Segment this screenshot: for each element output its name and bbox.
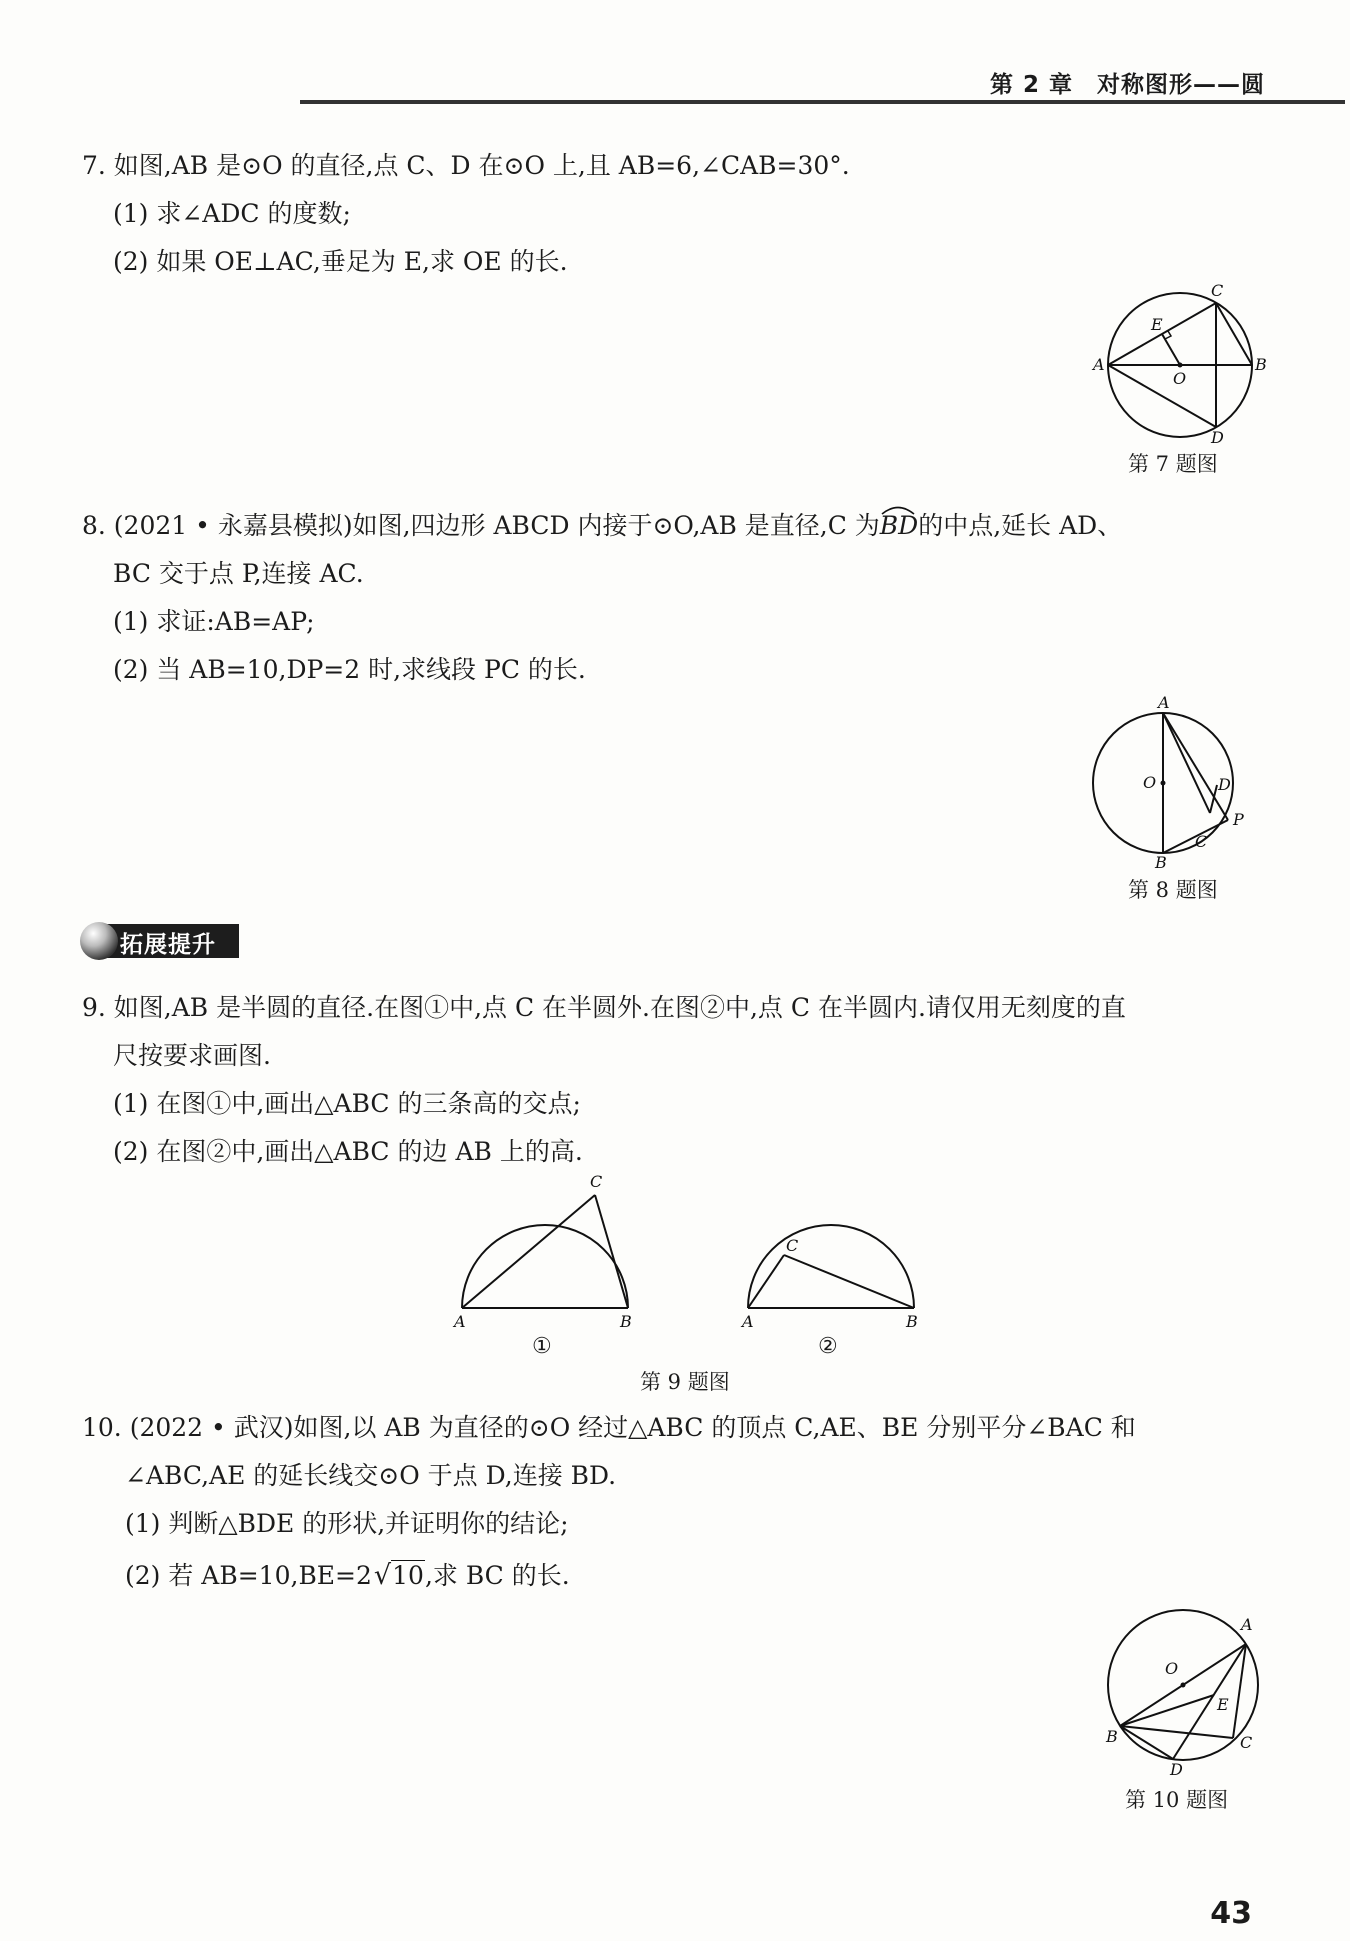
q10-part1: (1) 判断△BDE 的形状,并证明你的结论; [125, 1509, 569, 1538]
q9-stem-line1: 9. 如图,AB 是半圆的直径.在图①中,点 C 在半圆外.在图②中,点 C 在半圆内.请仅用无刻度的直 [82, 993, 1126, 1022]
q10-label-c: C [1240, 1733, 1253, 1752]
q7-stem: 7. 如图,AB 是⊙O 的直径,点 C、D 在⊙O 上,且 AB=6,∠CAB=30°. [82, 151, 850, 180]
q8-label-a: A [1158, 693, 1170, 712]
q10-stem-line1: 10. (2022 • 武汉)如图,以 AB 为直径的⊙O 经过△ABC 的顶点 C,AE、BE 分别平分∠BAC 和 [82, 1413, 1136, 1442]
q10-part2-a: (2) 若 AB=10,BE=2 [125, 1561, 372, 1590]
q7-label-e: E [1151, 315, 1163, 334]
q7-part2: (2) 如果 OE⊥AC,垂足为 E,求 OE 的长. [113, 247, 568, 276]
q9-fig1-segment-ac [462, 1195, 595, 1308]
q10-part2-b: ,求 BC 的长. [424, 1561, 570, 1590]
q10-part2 [125, 1556, 570, 1592]
q10-radical-sign: √ [373, 1560, 392, 1591]
section-banner [80, 922, 240, 960]
q10-stem-line2: ∠ABC,AE 的延长线交⊙O 于点 D,连接 BD. [125, 1461, 617, 1490]
q10-label-a: A [1241, 1615, 1253, 1634]
q8-label-o: O [1143, 773, 1157, 792]
q9-stem-line2: 尺按要求画图. [113, 1041, 271, 1070]
page-number: 43 [1210, 1896, 1252, 1931]
q10-radicand: 10 [392, 1561, 424, 1590]
q9-caption: 第 9 题图 [640, 1370, 730, 1394]
q8-segment-ac [1163, 713, 1210, 813]
q7-label-d: D [1211, 428, 1224, 447]
banner-label: 拓展提升 [120, 932, 216, 958]
q9-part2: (2) 在图②中,画出△ABC 的边 AB 上的高. [113, 1137, 583, 1166]
q8-label-d: D [1218, 775, 1231, 794]
q9-fig1-label: ① [532, 1334, 552, 1359]
q7-caption: 第 7 题图 [1128, 452, 1218, 476]
q10-segment-be [1120, 1695, 1214, 1726]
q8-center-dot [1161, 781, 1166, 786]
q7-segment-cb [1216, 303, 1252, 365]
q9-fig2-segment-cb [784, 1255, 914, 1308]
q8-part1: (1) 求证:AB=AP; [113, 607, 315, 636]
q7-segment-ad [1108, 365, 1216, 427]
q9-fig2-label-b: B [906, 1312, 918, 1331]
q7-label-a: A [1093, 355, 1105, 374]
q10-sqrt [374, 1560, 425, 1591]
lightbulb-icon [80, 922, 118, 960]
q9-fig2-segment-ac [748, 1255, 784, 1308]
q8-label-b: B [1155, 853, 1167, 872]
q10-label-d: D [1170, 1760, 1183, 1779]
q9-fig1-segment-cb [595, 1195, 628, 1308]
q7-segment-oe [1162, 334, 1180, 365]
q9-fig2-label-a: A [742, 1312, 754, 1331]
q8-caption: 第 8 题图 [1128, 878, 1218, 902]
q7-part1: (1) 求∠ADC 的度数; [113, 199, 351, 228]
chapter-header: 第 2 章 对称图形——圆 [989, 72, 1265, 98]
q8-segment-ap [1163, 713, 1228, 820]
q9-figure-2 [740, 1210, 930, 1330]
q10-segment-ac [1233, 1644, 1246, 1738]
q10-center-dot [1181, 1683, 1186, 1688]
header-rule [300, 100, 1345, 104]
q8-arc-label: BD [879, 511, 919, 540]
q10-caption: 第 10 题图 [1125, 1788, 1229, 1812]
q9-figure-1 [450, 1170, 640, 1330]
q8-stem-part-a: 8. (2021 • 永嘉县模拟)如图,四边形 ABCD 内接于⊙O,AB 是直径,C 为 [82, 511, 880, 540]
q8-label-p: P [1233, 810, 1244, 829]
q10-figure [1095, 1600, 1275, 1779]
q8-label-c: C [1195, 832, 1208, 851]
q9-fig1-label-c: C [590, 1172, 603, 1191]
q7-center-dot [1178, 363, 1183, 368]
q8-part2: (2) 当 AB=10,DP=2 时,求线段 PC 的长. [113, 655, 586, 684]
q9-part1: (1) 在图①中,画出△ABC 的三条高的交点; [113, 1089, 581, 1118]
q8-arc-mark [880, 503, 916, 515]
q7-label-c: C [1211, 281, 1224, 300]
q10-label-e: E [1217, 1695, 1229, 1714]
q9-fig2-semicircle [748, 1225, 914, 1308]
q9-fig1-label-a: A [454, 1312, 466, 1331]
q10-label-o: O [1165, 1659, 1179, 1678]
q8-stem-line2: BC 交于点 P,连接 AC. [113, 559, 364, 588]
q7-figure [1093, 281, 1267, 447]
q10-label-b: B [1106, 1727, 1118, 1746]
q7-label-o: O [1173, 369, 1187, 388]
q9-fig1-label-b: B [620, 1312, 632, 1331]
q8-stem-part-b: 的中点,延长 AD、 [918, 511, 1123, 540]
q9-fig2-label-c: C [786, 1236, 799, 1255]
q7-label-b: B [1255, 355, 1267, 374]
q8-arc-bd [880, 511, 918, 540]
q8-stem-line1 [82, 506, 1122, 542]
q8-figure [1085, 693, 1275, 872]
q9-fig2-label: ② [818, 1334, 838, 1359]
q10-segment-ad [1173, 1644, 1246, 1759]
